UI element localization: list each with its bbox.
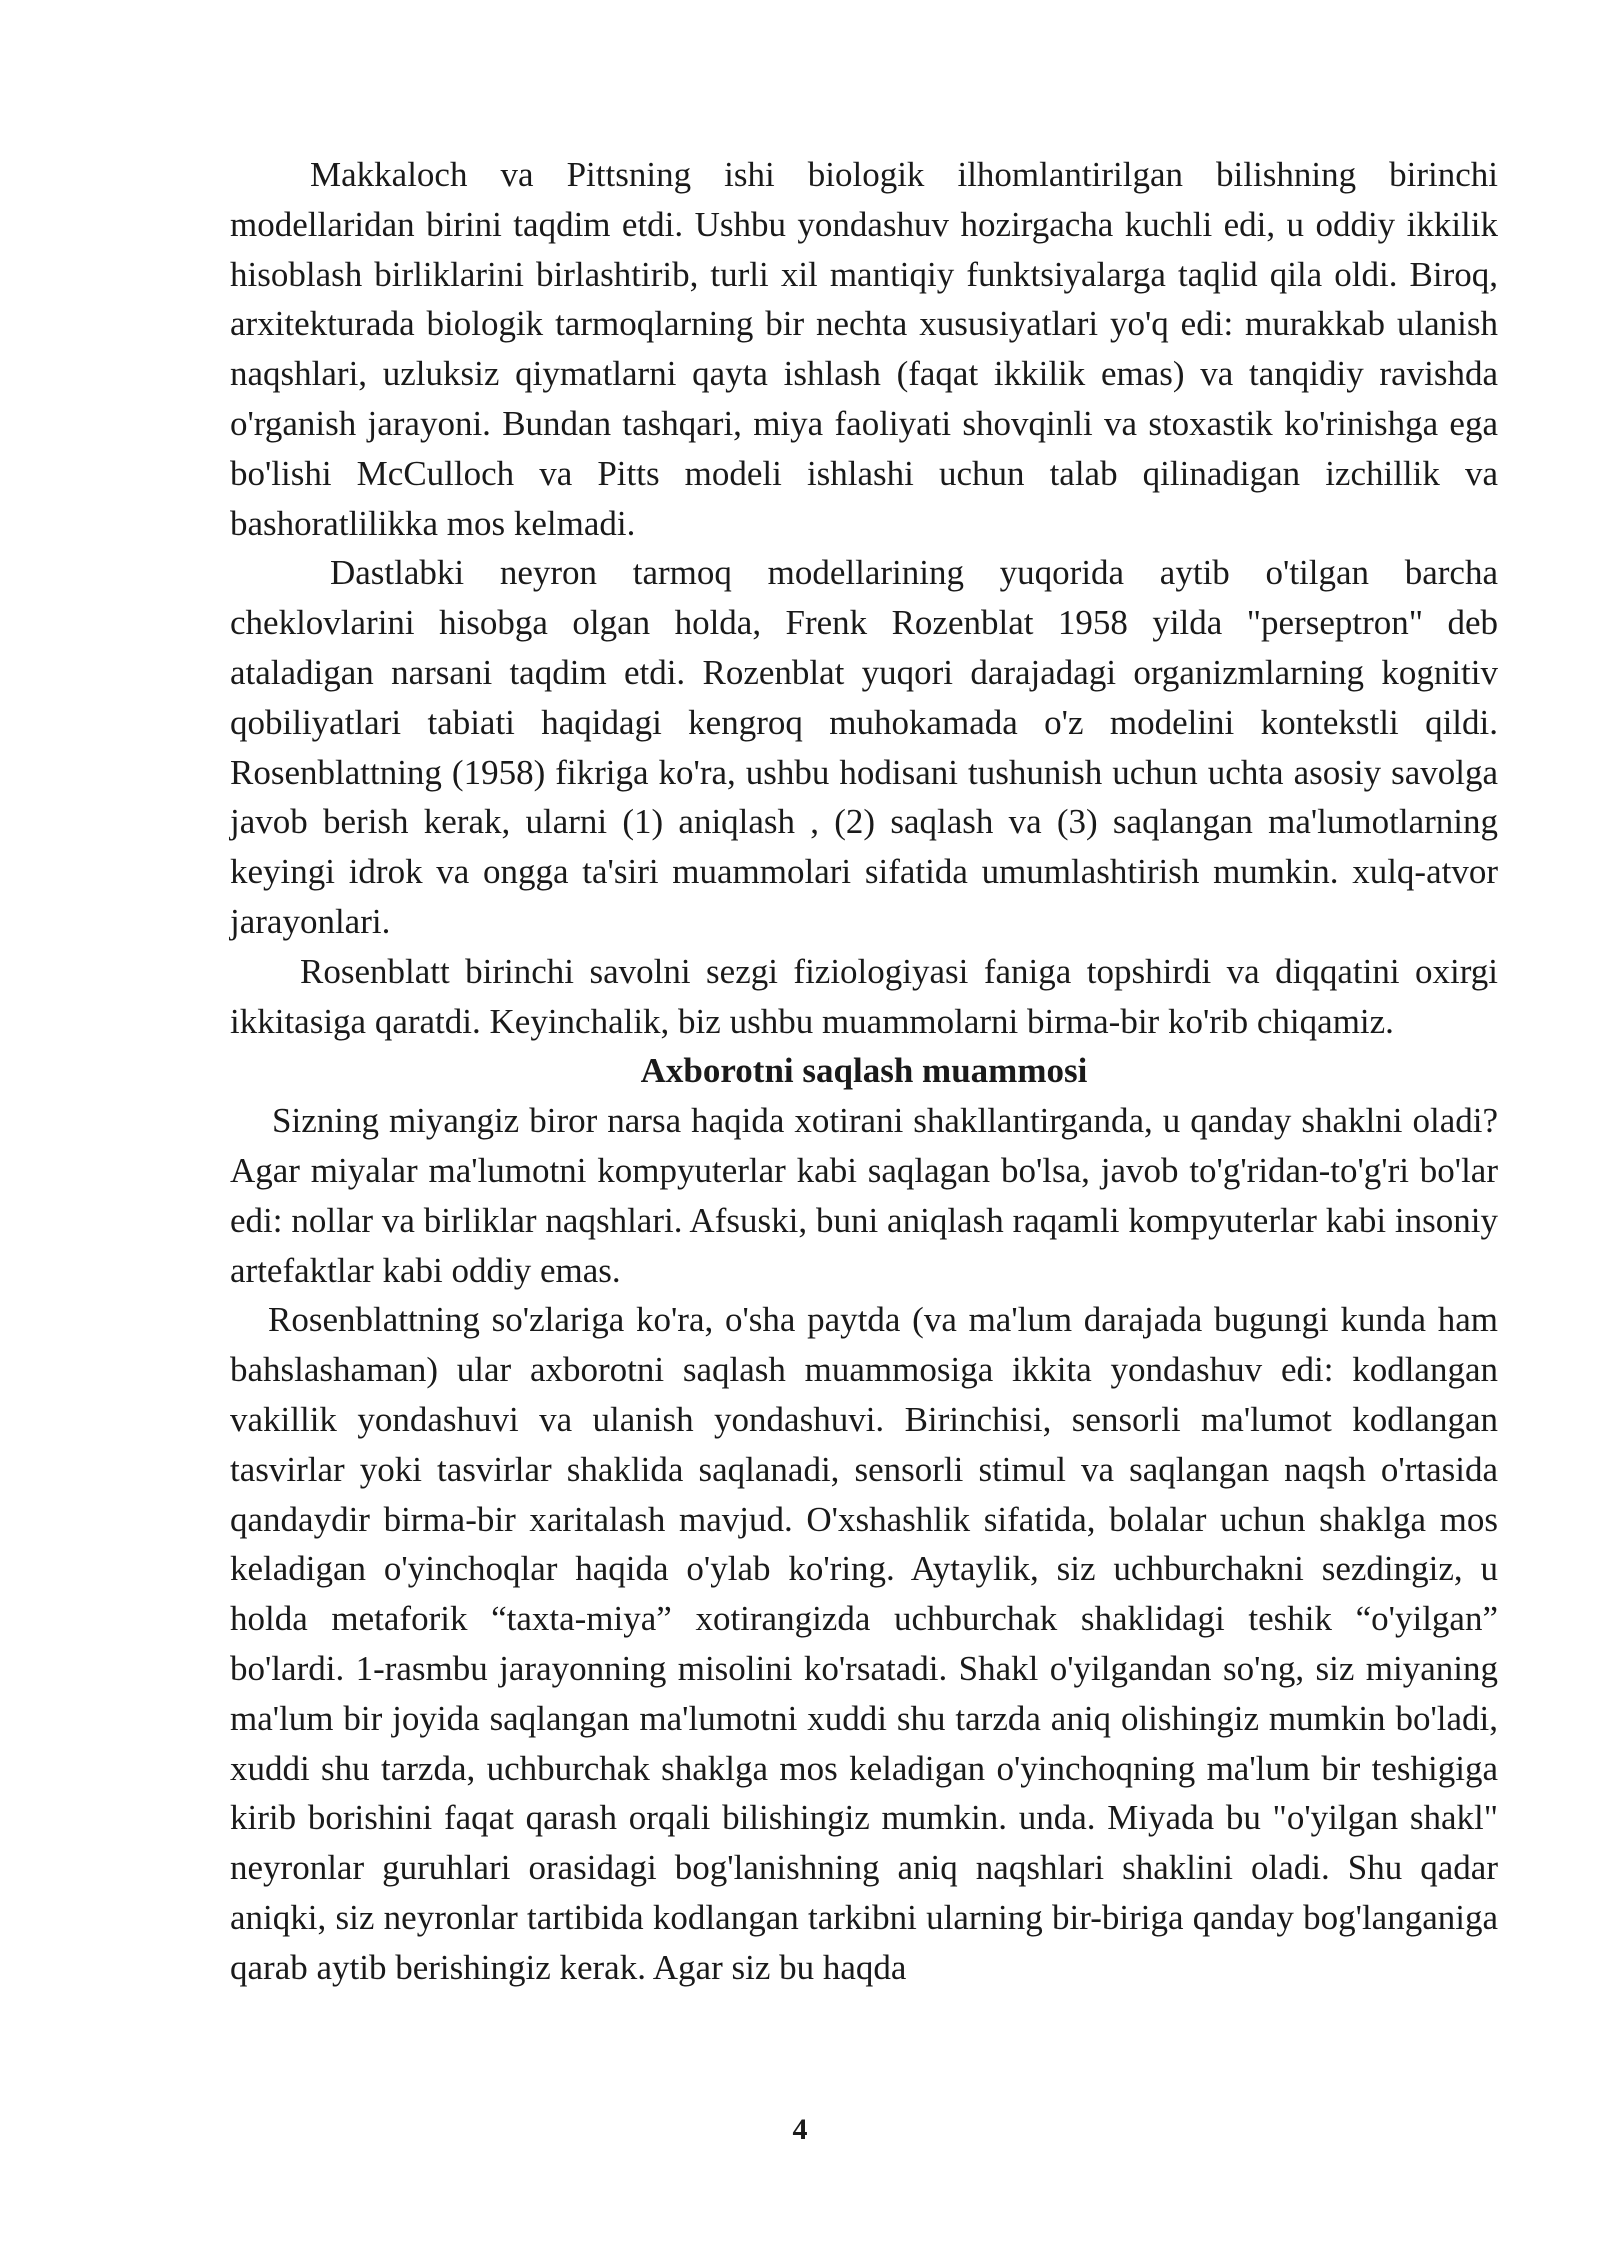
- section-paragraph-1: Sizning miyangiz biror narsa haqida xotirani shakllantirganda, u qanday shaklni oladi? Agar miyalar ma'lumotni kompyuterlar kabi saqlagan bo'lsa, javob to'g'ridan-to'g'ri bo'lar edi: nollar va birliklar naqshlari. Afsuski, buni aniqlash raqamli kompyuterlar kabi insoniy artefaktlar kabi oddiy emas.: [230, 1101, 1498, 1290]
- paragraph-2: Dastlabki neyron tarmoq modellarining yuqorida aytib o'tilgan barcha cheklovlarini hisobga olgan holda, Frenk Rozenblat 1958 yilda "perseptron" deb ataladigan narsani taqdim etdi. Rozenblat yuqori darajadagi organizmlarning kognitiv qobiliyatlari tabiati haqidagi kengroq muhokamada o'z modelini kontekstli qildi. Rosenblattning (1958) fikriga ko'ra, ushbu hodisani tushunish uchun uchta asosiy savolga javob berish kerak, ularni (1) aniqlash , (2) saqlash va (3) saqlangan ma'lumotlarning keyingi idrok va ongga ta'siri muammolari sifatida umumlashtirish mumkin. xulq-atvor jarayonlari.: [230, 553, 1498, 941]
- paragraph-3: Rosenblatt birinchi savolni sezgi fiziologiyasi faniga topshirdi va diqqatini oxirgi ikkitasiga qaratdi. Keyinchalik, biz ushbu muammolarni birma-bir ko'rib chiqamiz.: [230, 951, 1498, 1041]
- paragraph-1: Makkaloch va Pittsning ishi biologik ilhomlantirilgan bilishning birinchi modellaridan birini taqdim etdi. Ushbu yondashuv hozirgacha kuchli edi, u oddiy ikkilik hisoblash birliklarini birlashtirib, turli xil mantiqiy funktsiyalarga taqlid qila oldi. Biroq, arxitekturada biologik tarmoqlarning bir nechta xususiyatlari yo'q edi: murakkab ulanish naqshlari, uzluksiz qiymatlarni qayta ishlash (faqat ikkilik emas) va tanqidiy ravishda o'rganish jarayoni. Bundan tashqari, miya faoliyati shovqinli va stoxastik ko'rinishga ega bo'lishi McCulloch va Pitts modeli ishlashi uchun talab qilinadigan izchillik va bashoratlilikka mos kelmadi.: [230, 155, 1498, 543]
- document-page: [230, 150, 1498, 1992]
- section-paragraph-2: Rosenblattning so'zlariga ko'ra, o'sha paytda (va ma'lum darajada bugungi kunda ham bahslashaman) ular axborotni saqlash muammosiga ikkita yondashuv edi: kodlangan vakillik yondashuvi va ulanish yondashuvi. Birinchisi, sensorli ma'lumot kodlangan tasvirlar yoki tasvirlar shaklida saqlanadi, sensorli stimul va saqlangan naqsh o'rtasida qandaydir birma-bir xaritalash mavjud. O'xshashlik sifatida, bolalar uchun shaklga mos keladigan o'yinchoqlar haqida o'ylab ko'ring. Aytaylik, siz uchburchakni sezdingiz, u holda metaforik “taxta-miya” xotirangizda uchburchak shaklidagi teshik “o'yilgan” bo'lardi. 1-rasmbu jarayonning misolini ko'rsatadi. Shakl o'yilgandan so'ng, siz miyaning ma'lum bir joyida saqlangan ma'lumotni xuddi shu tarzda aniq olishingiz mumkin bo'ladi, xuddi shu tarzda, uchburchak shaklga mos keladigan o'yinchoqning ma'lum bir teshigiga kirib borishini faqat qarash orqali bilishingiz mumkin. unda. Miyada bu "o'yilgan shakl" neyronlar guruhlari orasidagi bog'lanishning aniq naqshlari shaklini oladi. Shu qadar aniqki, siz neyronlar tartibida kodlangan tarkibni ularning bir-biriga qanday bog'langaniga qarab aytib berishingiz kerak. Agar siz bu haqda: [230, 1300, 1498, 1987]
- section-heading: Axborotni saqlash muammosi: [640, 1051, 1088, 1091]
- page-number: 4: [792, 2113, 808, 2146]
